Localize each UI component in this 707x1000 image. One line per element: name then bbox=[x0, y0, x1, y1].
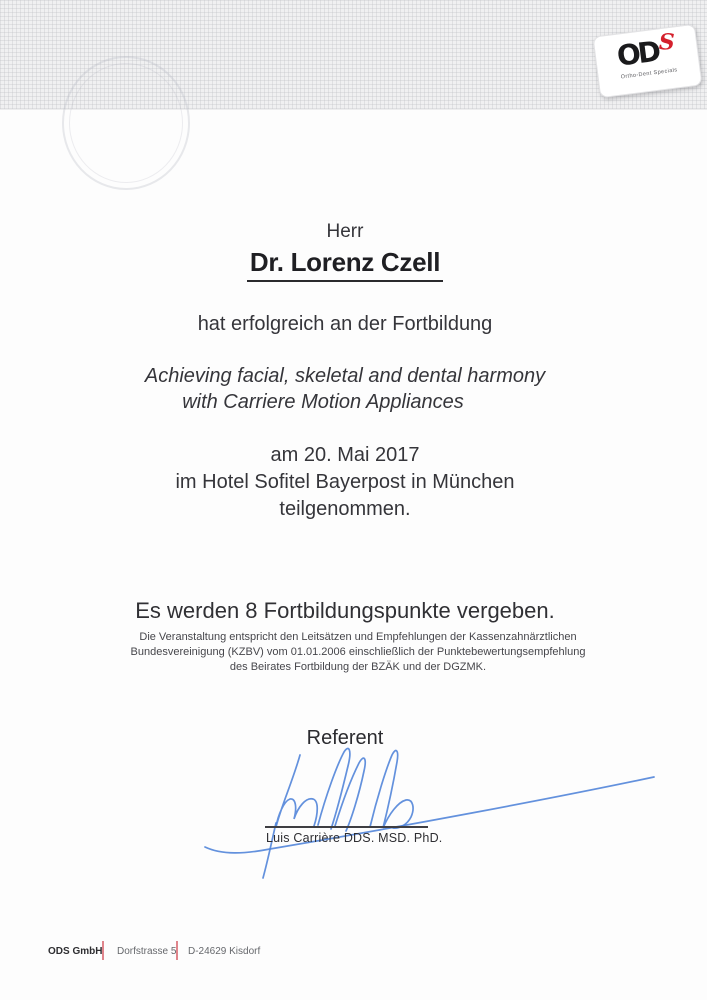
signature-stroke-3 bbox=[318, 748, 350, 829]
logo-s-accent: S bbox=[658, 29, 675, 56]
intro-line: hat erfolgreich an der Fortbildung bbox=[197, 313, 493, 335]
footer-company: ODS GmbH bbox=[48, 946, 103, 957]
disclaimer-line2: Bundesvereinigung (KZBV) vom 01.01.2006 einschließlich der Punktebewertungsempfehlung bbox=[130, 646, 586, 658]
signature-stroke-4 bbox=[335, 758, 365, 831]
embossed-seal bbox=[62, 56, 190, 190]
disclaimer-text bbox=[13, 630, 703, 675]
disclaimer-line3: des Beirates Fortbildung der BZÄK und der DGZMK. bbox=[229, 661, 487, 673]
referent-label: Referent bbox=[306, 727, 384, 749]
referent-name: Luis Carrière DDS. MSD. PhD. bbox=[266, 831, 443, 845]
participation-line: teilgenommen. bbox=[279, 498, 411, 520]
course-title-line1: Achieving facial, skeletal and dental harmony bbox=[144, 365, 546, 387]
ods-logo bbox=[592, 24, 702, 99]
signature-line bbox=[265, 826, 428, 828]
footer-city: D-24629 Kisdorf bbox=[188, 946, 261, 957]
footer-divider-1 bbox=[102, 941, 104, 960]
footer-divider-2 bbox=[176, 941, 178, 960]
signature-stroke-1 bbox=[276, 755, 317, 827]
signature-ink bbox=[0, 735, 707, 900]
recipient-name-text: Dr. Lorenz Czell bbox=[247, 247, 443, 282]
event-date: am 20. Mai 2017 bbox=[270, 444, 420, 466]
embossed-seal-inner-ring bbox=[69, 63, 183, 183]
signature-stroke-5 bbox=[370, 751, 413, 829]
logo-tagline: Ortho-Dent Specials bbox=[620, 67, 678, 81]
salutation: Herr bbox=[326, 221, 364, 242]
points-line: Es werden 8 Fortbildungspunkte vergeben. bbox=[135, 598, 555, 623]
event-venue: im Hotel Sofitel Bayerpost in München bbox=[175, 471, 515, 493]
footer-street: Dorfstrasse 5 bbox=[117, 946, 177, 957]
course-title-line2: with Carriere Motion Appliances bbox=[182, 391, 464, 413]
disclaimer-line1: Die Veranstaltung entspricht den Leitsätzen und Empfehlungen der Kassenzahnärztlichen bbox=[139, 631, 577, 643]
logo-od-letters: OD bbox=[615, 34, 661, 73]
recipient-name bbox=[0, 247, 690, 282]
